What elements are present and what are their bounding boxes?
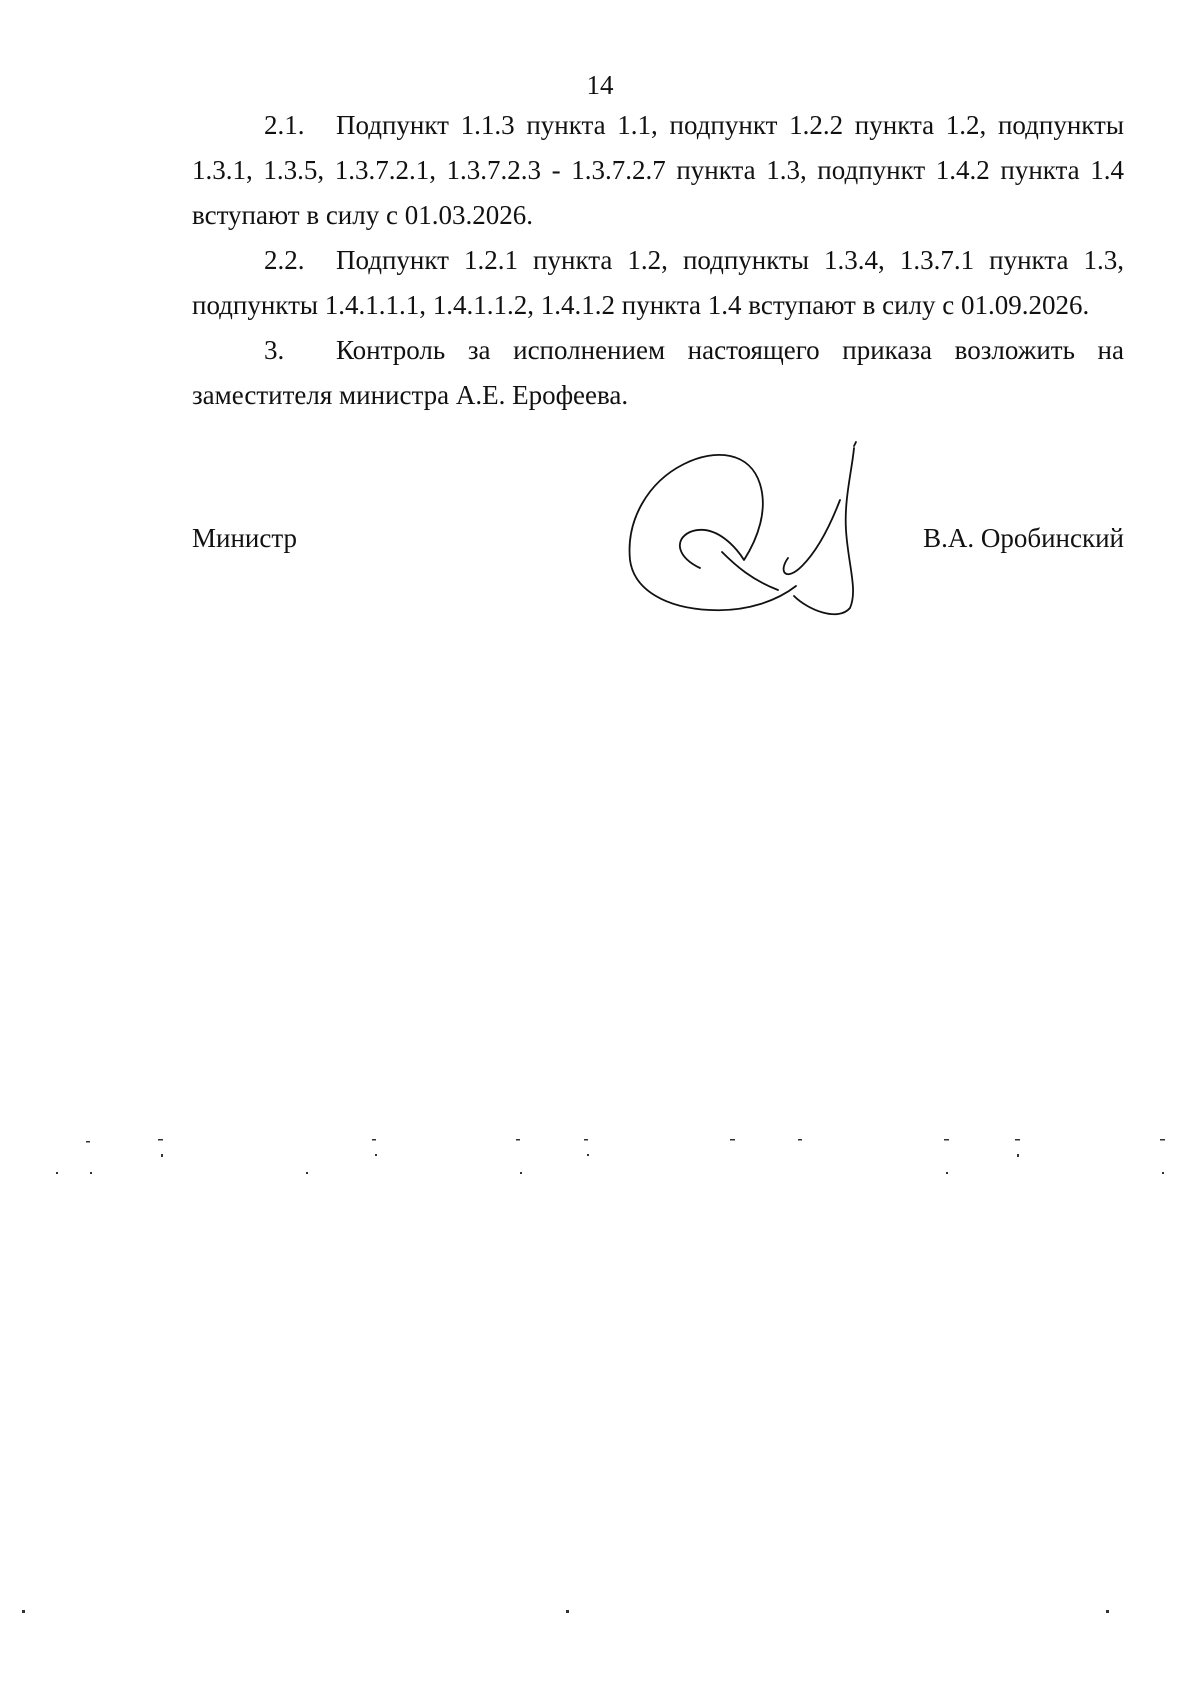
signatory-name: В.А. Оробинский (923, 523, 1124, 553)
paragraph-2-1 (192, 103, 1124, 238)
paragraph-number: 2.2. (264, 245, 305, 275)
signatory-role: Министр (192, 523, 297, 553)
paragraph-text: Подпункт 1.1.3 пункта 1.1, подпункт 1.2.2 пункта 1.2, подпункты 1.3.1, 1.3.5, 1.3.7.2.1, 1.3.7.2.3 - 1.3.7.2.7 пункта 1.3, подпункт 1.4.2 пункта 1.4 вступают в силу с 01.03.2026. (192, 110, 1124, 230)
page-number: 14 (586, 70, 614, 100)
document-body (192, 103, 1124, 418)
paragraph-text: Контроль за исполнением настоящего приказа возложить на заместителя министра А.Е. Ерофеева. (192, 335, 1124, 410)
paragraph-text: Подпункт 1.2.1 пункта 1.2, подпункты 1.3.4, 1.3.7.1 пункта 1.3, подпункты 1.4.1.1.1, 1.4.1.1.2, 1.4.1.2 пункта 1.4 вступают в силу с 01.09.2026. (192, 245, 1124, 320)
paragraph-2-2 (192, 238, 1124, 328)
handwritten-signature-icon (618, 440, 898, 620)
paragraph-3 (192, 328, 1124, 418)
paragraph-number: 3. (264, 335, 285, 365)
paragraph-number: 2.1. (264, 110, 305, 140)
